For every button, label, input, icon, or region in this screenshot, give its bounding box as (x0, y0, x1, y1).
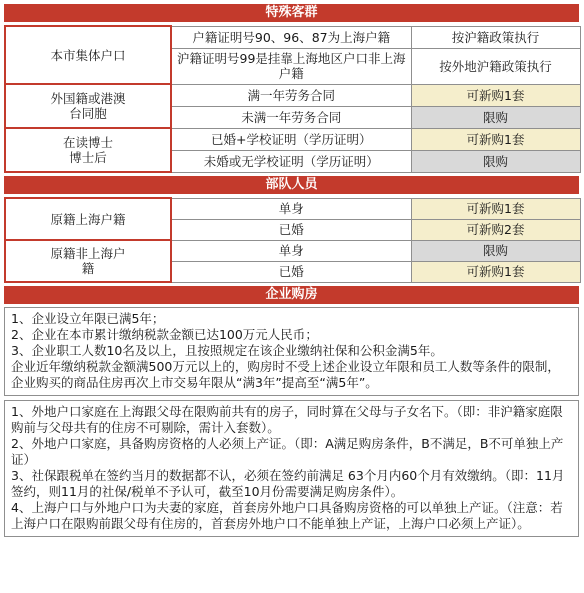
enterprise-line: 1、企业设立年限已满5年； (11, 311, 165, 326)
notes-box (4, 400, 579, 537)
result-cell: 限购 (411, 240, 580, 261)
condition-cell: 满一年劳务合同 (171, 84, 411, 106)
result-cell: 限购 (411, 106, 580, 128)
table-row (5, 240, 580, 261)
condition-cell: 沪籍证明号99是挂靠上海地区户口非上海户籍 (171, 48, 411, 84)
category-cell: 本市集体户口 (5, 26, 171, 84)
note-item: 3、社保跟税单在签约当月的数据都不认，必须在签约前满足 63个月内60个月有效缴纳。（即：11月签约，则11月的社保/税单不予认可，截至10月份需要满足购房条件）。 (11, 468, 565, 499)
condition-cell: 单身 (171, 198, 411, 219)
condition-cell: 未婚或无学校证明（学历证明） (171, 150, 411, 172)
table-row (5, 26, 580, 48)
result-cell: 可新购1套 (411, 84, 580, 106)
special-groups-section (4, 4, 579, 173)
condition-cell: 已婚 (171, 219, 411, 240)
condition-cell: 已婚+学校证明（学历证明） (171, 128, 411, 150)
condition-cell: 未满一年劳务合同 (171, 106, 411, 128)
table-row (5, 84, 580, 106)
enterprise-header: 企业购房 (4, 286, 579, 304)
result-cell: 可新购2套 (411, 219, 580, 240)
category-cell: 外国籍或港澳台同胞 (5, 84, 171, 128)
military-header: 部队人员 (4, 176, 579, 194)
military-table (4, 197, 581, 283)
result-cell: 可新购1套 (411, 128, 580, 150)
special-groups-table (4, 25, 581, 173)
note-item: 2、外地户口家庭，具备购房资格的人必须上产证。（即：A满足购房条件，B不满足，B不可单独上产证） (11, 436, 564, 467)
table-row (5, 128, 580, 150)
condition-cell: 户籍证明号90、96、87为上海户籍 (171, 26, 411, 48)
enterprise-line: 企业近年缴纳税款金额满500万元以上的，购房时不受上述企业设立年限和员工人数等条件的限制，企业购买的商品住房再次上市交易年限从“满3年”提高至“满5年”。 (11, 359, 560, 390)
special-groups-header: 特殊客群 (4, 4, 579, 22)
condition-cell: 已婚 (171, 261, 411, 282)
note-item: 4、上海户口与外地户口为夫妻的家庭，首套房外地户口具备购房资格的可以单独上产证。（注意：若上海户口在限购前跟父母有住房的，首套房外地户口不能单独上产证，上海户口必须上产证）。 (11, 500, 563, 531)
category-cell: 原籍上海户籍 (5, 198, 171, 240)
category-cell: 在读博士博士后 (5, 128, 171, 172)
condition-cell: 单身 (171, 240, 411, 261)
table-row (5, 198, 580, 219)
result-cell: 按沪籍政策执行 (411, 26, 580, 48)
enterprise-line: 3、企业职工人数10名及以上，且按照规定在该企业缴纳社保和公积金满5年。 (11, 343, 443, 358)
policy-document (4, 4, 579, 537)
enterprise-conditions (4, 307, 579, 396)
result-cell: 可新购1套 (411, 261, 580, 282)
enterprise-section (4, 286, 579, 396)
category-cell: 原籍非上海户籍 (5, 240, 171, 282)
enterprise-line: 2、企业在本市累计缴纳税款金额已达100万元人民币； (11, 327, 318, 342)
result-cell: 按外地沪籍政策执行 (411, 48, 580, 84)
military-section (4, 176, 579, 283)
result-cell: 限购 (411, 150, 580, 172)
result-cell: 可新购1套 (411, 198, 580, 219)
note-item: 1、外地户口家庭在上海跟父母在限购前共有的房子，同时算在父母与子女名下。（即：非沪籍家庭限购前与父母共有的住房不可剔除，需计入套数）。 (11, 404, 563, 435)
